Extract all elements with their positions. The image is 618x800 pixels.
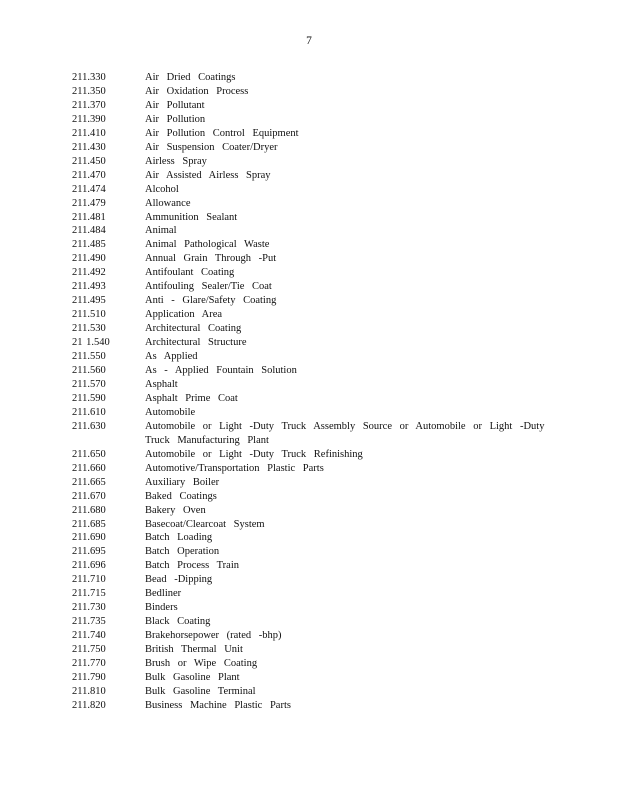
- defined-term: Bulk Gasoline Terminal: [145, 685, 256, 697]
- defined-term: As - Applied Fountain Solution: [145, 365, 297, 377]
- list-item: [0, 406, 618, 420]
- section-number: 211.650: [72, 448, 106, 460]
- section-number: 211.610: [72, 406, 106, 418]
- defined-term: Automotive/Transportation Plastic Parts: [145, 462, 324, 474]
- list-item: [0, 113, 618, 127]
- defined-term: Asphalt: [145, 378, 178, 390]
- defined-term: Animal: [145, 225, 177, 237]
- section-number: 211.490: [72, 253, 106, 265]
- defined-term: Air Oxidation Process: [145, 85, 249, 97]
- list-item: [0, 252, 618, 266]
- list-item: [0, 587, 618, 601]
- list-item: [0, 545, 618, 559]
- list-item: [0, 71, 618, 85]
- defined-term: Brakehorsepower (rated -bhp): [145, 630, 282, 642]
- section-number: 211.680: [72, 504, 106, 516]
- list-item: [0, 238, 618, 252]
- list-item: [0, 211, 618, 225]
- section-number: 211.690: [72, 532, 106, 544]
- section-number: 211.474: [72, 183, 106, 195]
- section-number: 211.530: [72, 323, 106, 335]
- list-item: [0, 127, 618, 141]
- list-item: [0, 559, 618, 573]
- defined-term: Bedliner: [145, 588, 182, 600]
- list-item: [0, 99, 618, 113]
- defined-term: Architectural Coating: [145, 323, 242, 335]
- list-item: [0, 629, 618, 643]
- section-number: 211.696: [72, 560, 106, 572]
- defined-term: Asphalt Prime Coat: [145, 392, 238, 404]
- list-item: [0, 183, 618, 197]
- list-item: [0, 378, 618, 392]
- defined-term: As Applied: [145, 351, 198, 363]
- list-item: [0, 308, 618, 322]
- list-item: [0, 573, 618, 587]
- section-number: 211.550: [72, 351, 106, 363]
- list-item: [0, 448, 618, 462]
- list-item: [0, 615, 618, 629]
- defined-term: Annual Grain Through -Put: [145, 253, 277, 265]
- section-number: 211.470: [72, 169, 106, 181]
- section-number: 211.685: [72, 518, 106, 530]
- defined-term: Baked Coatings: [145, 490, 217, 502]
- list-item: [0, 671, 618, 685]
- section-number: 211.370: [72, 99, 106, 111]
- section-number: 211.560: [72, 365, 106, 377]
- list-item: [0, 155, 618, 169]
- definitions-list: [0, 71, 618, 713]
- list-item: [0, 266, 618, 280]
- list-item: [0, 490, 618, 504]
- defined-term: Airless Spray: [145, 155, 207, 167]
- section-number: 211.810: [72, 685, 106, 697]
- section-number: 211.430: [72, 141, 106, 153]
- defined-term: Animal Pathological Waste: [145, 239, 270, 251]
- section-number: 211.710: [72, 574, 106, 586]
- defined-term: Bead -Dipping: [145, 574, 213, 586]
- defined-term: Business Machine Plastic Parts: [145, 699, 291, 711]
- list-item: [0, 476, 618, 490]
- list-item: [0, 322, 618, 336]
- defined-term: Air Pollution Control Equipment: [145, 127, 299, 139]
- list-item: [0, 518, 618, 532]
- defined-term: Binders: [145, 602, 178, 614]
- defined-term: Basecoat/Clearcoat System: [145, 518, 265, 530]
- list-item: [0, 504, 618, 518]
- list-item: [0, 364, 618, 378]
- section-number: 211.740: [72, 630, 106, 642]
- defined-term: Batch Operation: [145, 546, 220, 558]
- defined-term: Air Pollutant: [145, 99, 205, 111]
- list-item: [0, 601, 618, 615]
- defined-term: Application Area: [145, 309, 223, 321]
- defined-term: Automobile or Light -Duty Truck Assembly Source or Automobile or Light -Duty Truck Manufacturing Plant: [145, 420, 545, 446]
- section-number: 211.481: [72, 211, 106, 223]
- defined-term: British Thermal Unit: [145, 644, 243, 656]
- section-number: 211.495: [72, 295, 106, 307]
- list-item: [0, 462, 618, 476]
- list-item: [0, 657, 618, 671]
- section-number: 211.670: [72, 490, 106, 502]
- list-item: [0, 169, 618, 183]
- section-number: 211.630: [72, 420, 106, 432]
- defined-term: Architectural Structure: [145, 337, 247, 349]
- list-item: [0, 85, 618, 99]
- defined-term: Antifoulant Coating: [145, 267, 235, 279]
- defined-term: Air Assisted Airless Spray: [145, 169, 271, 181]
- section-number: 211.479: [72, 197, 106, 209]
- defined-term: Black Coating: [145, 616, 211, 628]
- defined-term: Bulk Gasoline Plant: [145, 671, 240, 683]
- list-item: [0, 141, 618, 155]
- list-item: [0, 643, 618, 657]
- defined-term: Air Dried Coatings: [145, 72, 236, 83]
- section-number: 211.770: [72, 658, 106, 670]
- section-number: 211.660: [72, 462, 106, 474]
- page-number: 7: [306, 35, 312, 47]
- section-number: 211.750: [72, 644, 106, 656]
- section-number: 211.390: [72, 113, 106, 125]
- section-number: 211.735: [72, 616, 106, 628]
- defined-term: Allowance: [145, 197, 191, 209]
- defined-term: Ammunition Sealant: [145, 211, 238, 223]
- list-item: [0, 699, 618, 713]
- section-number: 211.695: [72, 546, 106, 558]
- list-item: [0, 336, 618, 350]
- list-item: [0, 197, 618, 211]
- defined-term: Brush or Wipe Coating: [145, 658, 258, 670]
- defined-term: Auxiliary Boiler: [145, 476, 220, 488]
- section-number: 211.510: [72, 309, 106, 321]
- section-number: 211.330: [72, 72, 106, 83]
- list-item: [0, 392, 618, 406]
- section-number: 211.485: [72, 239, 106, 251]
- section-number: 211.820: [72, 699, 106, 711]
- list-item: [0, 294, 618, 308]
- section-number: 211.492: [72, 267, 106, 279]
- section-number: 211.493: [72, 281, 106, 293]
- section-number: 211.790: [72, 671, 106, 683]
- defined-term: Air Suspension Coater/Dryer: [145, 141, 278, 153]
- list-item: [0, 420, 618, 448]
- defined-term: Air Pollution: [145, 113, 206, 125]
- section-number: 211.484: [72, 225, 106, 237]
- section-number: 211.590: [72, 392, 106, 404]
- list-item: [0, 685, 618, 699]
- defined-term: Bakery Oven: [145, 504, 206, 516]
- section-number: 211.450: [72, 155, 106, 167]
- defined-term: Alcohol: [145, 183, 179, 195]
- defined-term: Batch Loading: [145, 532, 213, 544]
- section-number: 211.350: [72, 85, 106, 97]
- defined-term: Antifouling Sealer/Tie Coat: [145, 281, 272, 293]
- section-number: 211.730: [72, 602, 106, 614]
- list-item: [0, 350, 618, 364]
- section-number: 211.410: [72, 127, 106, 139]
- list-item: [0, 224, 618, 238]
- defined-term: Automobile or Light -Duty Truck Refinishing: [145, 448, 363, 460]
- section-number: 211.715: [72, 588, 106, 600]
- list-item: [0, 531, 618, 545]
- defined-term: Automobile: [145, 406, 196, 418]
- section-number: 21 1.540: [72, 337, 110, 349]
- section-number: 211.570: [72, 378, 106, 390]
- defined-term: Batch Process Train: [145, 560, 239, 572]
- list-item: [0, 280, 618, 294]
- defined-term: Anti - Glare/Safety Coating: [145, 295, 277, 307]
- section-number: 211.665: [72, 476, 106, 488]
